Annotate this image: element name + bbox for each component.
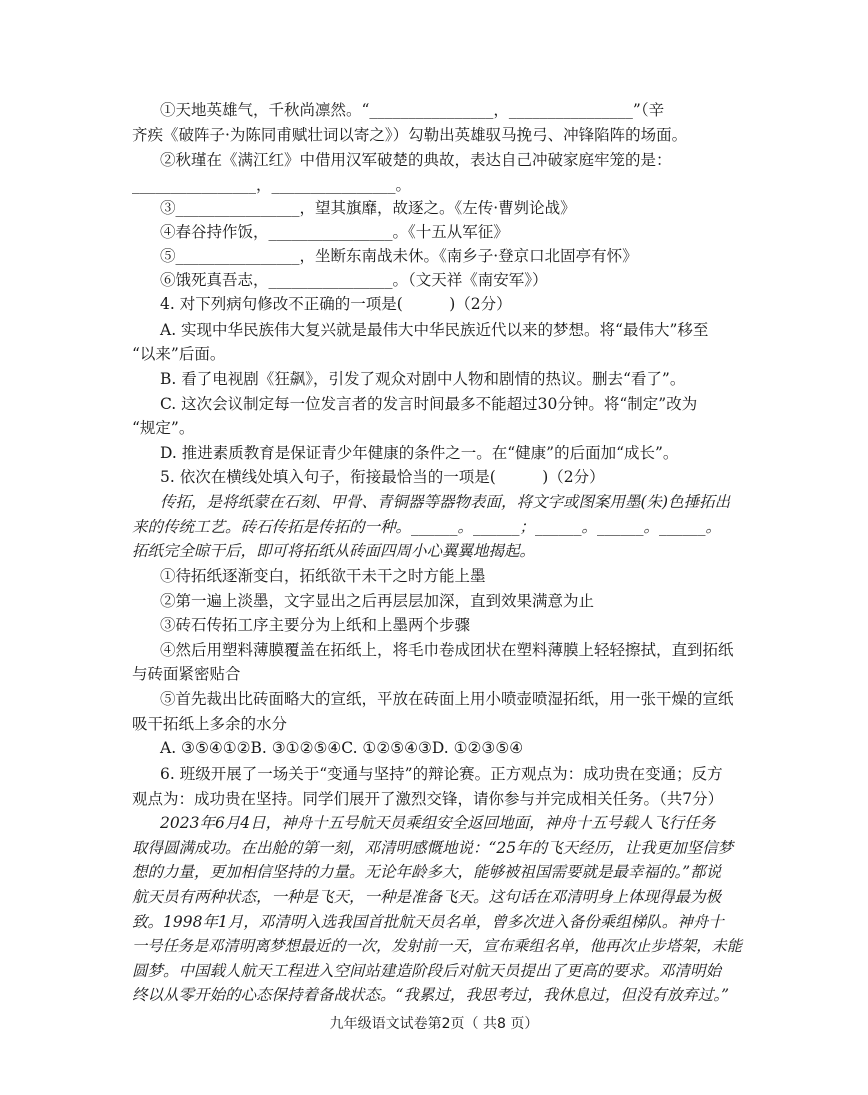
poem-item-5: ⑤________________，坐断东南战未休。《南乡子·登京口北固亭有怀》 xyxy=(160,247,638,265)
poem-item-4: ④春谷持作饭，________________。《十五从军征》 xyxy=(160,223,509,241)
question-5-sentence-4: ④然后用塑料薄膜覆盖在拓纸上，将毛巾卷成团状在塑料薄膜上轻轻擦拭，直到拓纸 xyxy=(160,641,734,659)
question-6-stem-cont: 观点为：成功贵在坚持。同学们展开了激烈交锋，请你参与并完成相关任务。（共7分） xyxy=(132,790,724,808)
question-6-material-8: 终以从零开始的心态保持着备战状态。“我累过，我思考过，我休息过，但没有放弃过。” xyxy=(132,986,730,1004)
question-4-option-a-cont: “以来”后面。 xyxy=(132,345,226,363)
question-4-option-c-cont: “规定”。 xyxy=(132,419,195,437)
question-6-stem: 6. 班级开展了一场关于“变通与坚持”的辩论赛。正方观点为：成功贵在变通；反方 xyxy=(160,765,723,783)
question-4-stem: 4. 对下列病句修改不正确的一项是( )（2分） xyxy=(160,295,512,313)
question-5-option-a: A. ③⑤④①② xyxy=(160,739,251,757)
poem-item-2: ②秋瑾在《满江红》中借用汉军破楚的典故，表达自己冲破家庭牢笼的是： xyxy=(160,151,672,169)
question-6-material-4: 航天员有两种状态，一种是飞天，一种是准备飞天。这句话在邓清明身上体现得最为极 xyxy=(132,888,722,906)
page-footer: 九年级语文试卷第2页（ 共8 页） xyxy=(329,1016,539,1032)
question-4-option-b: B. 看了电视剧《狂飙》，引发了观众对剧中人物和剧情的热议。删去“看了”。 xyxy=(160,370,686,388)
question-5-sentence-3: ③砖石传拓工序主要分为上纸和上墨两个步骤 xyxy=(160,616,471,634)
poem-item-6: ⑥饿死真吾志，________________。（文天祥《南安军》） xyxy=(160,271,548,289)
question-4-option-d: D. 推进素质教育是保证青少年健康的条件之一。在“健康”的后面加“成长”。 xyxy=(160,444,679,462)
poem-item-2-blanks: ________________，________________。 xyxy=(132,176,412,194)
question-5-option-b: B. ③①②⑤④ xyxy=(250,739,342,757)
poem-item-1-source: 齐疾《破阵子·为陈同甫赋壮词以寄之》）勾勒出英雄驭马挽弓、冲锋陷阵的场面。 xyxy=(132,126,688,144)
poem-item-3: ③________________，望其旗靡，故逐之。《左传·曹刿论战》 xyxy=(160,199,576,217)
question-5-passage-2: 来的传统工艺。砖石传拓是传拓的一种。______。______；______。______。______。 xyxy=(132,518,722,536)
question-6-material-7: 圆梦。中国载人航天工程进入空间站建造阶段后对航天员提出了更高的要求。邓清明始 xyxy=(132,962,722,980)
question-5-options xyxy=(160,736,523,760)
question-5-stem: 5. 依次在横线处填入句子，衔接最恰当的一项是( )（2分） xyxy=(160,468,605,486)
question-5-passage-3: 拓纸完全晾干后，即可将拓纸从砖面四周小心翼翼地揭起。 xyxy=(132,542,536,560)
question-5-passage-1: 传拓，是将纸蒙在石刻、甲骨、青铜器等器物表面，将文字或图案用墨(朱)色捶拓出 xyxy=(160,493,731,511)
question-4-option-a: A. 实现中华民族伟大复兴就是最伟大中华民族近代以来的梦想。将“最伟大”移至 xyxy=(160,321,709,339)
question-6-material-5: 致。1998年1月，邓清明入选我国首批航天员名单，曾多次进入备份乘组梯队。神舟十 xyxy=(132,913,724,931)
poem-item-1: ①天地英雄气，千秋尚凛然。“________________，________________”（辛 xyxy=(160,101,665,119)
question-6-material-1: 2023年6月4日，神舟十五号航天员乘组安全返回地面，神舟十五号载人飞行任务 xyxy=(160,814,716,832)
question-5-option-d: D. ①②③⑤④ xyxy=(431,739,524,757)
question-5-option-c: C. ①②⑤④③ xyxy=(341,739,432,757)
question-5-sentence-5: ⑤首先裁出比砖面略大的宣纸，平放在砖面上用小喷壶喷湿拓纸，用一张干燥的宣纸 xyxy=(160,690,734,708)
question-5-sentence-5-cont: 吸干拓纸上多余的水分 xyxy=(132,715,288,733)
question-4-option-c: C. 这次会议制定每一位发言者的发言时间最多不能超过30分钟。将“制定”改为 xyxy=(160,395,698,413)
question-5-sentence-4-cont: 与砖面紧密贴合 xyxy=(132,665,241,683)
question-6-material-2: 取得圆满成功。在出舱的第一刻，邓清明感慨地说：“25年的飞天经历，让我更加坚信梦 xyxy=(132,839,734,857)
question-6-material-6: 一号任务是邓清明离梦想最近的一次，发射前一天，宣布乘组名单，他再次止步塔架，未能 xyxy=(132,937,742,955)
question-5-sentence-2: ②第一遍上淡墨，文字显出之后再层层加深，直到效果满意为止 xyxy=(160,592,595,610)
question-6-material-3: 想的力量，更加相信坚持的力量。无论年龄多大，能够被祖国需要就是最幸福的。”都说 xyxy=(132,863,722,881)
question-5-sentence-1: ①待拓纸逐渐变白，拓纸欲干未干之时方能上墨 xyxy=(160,567,486,585)
